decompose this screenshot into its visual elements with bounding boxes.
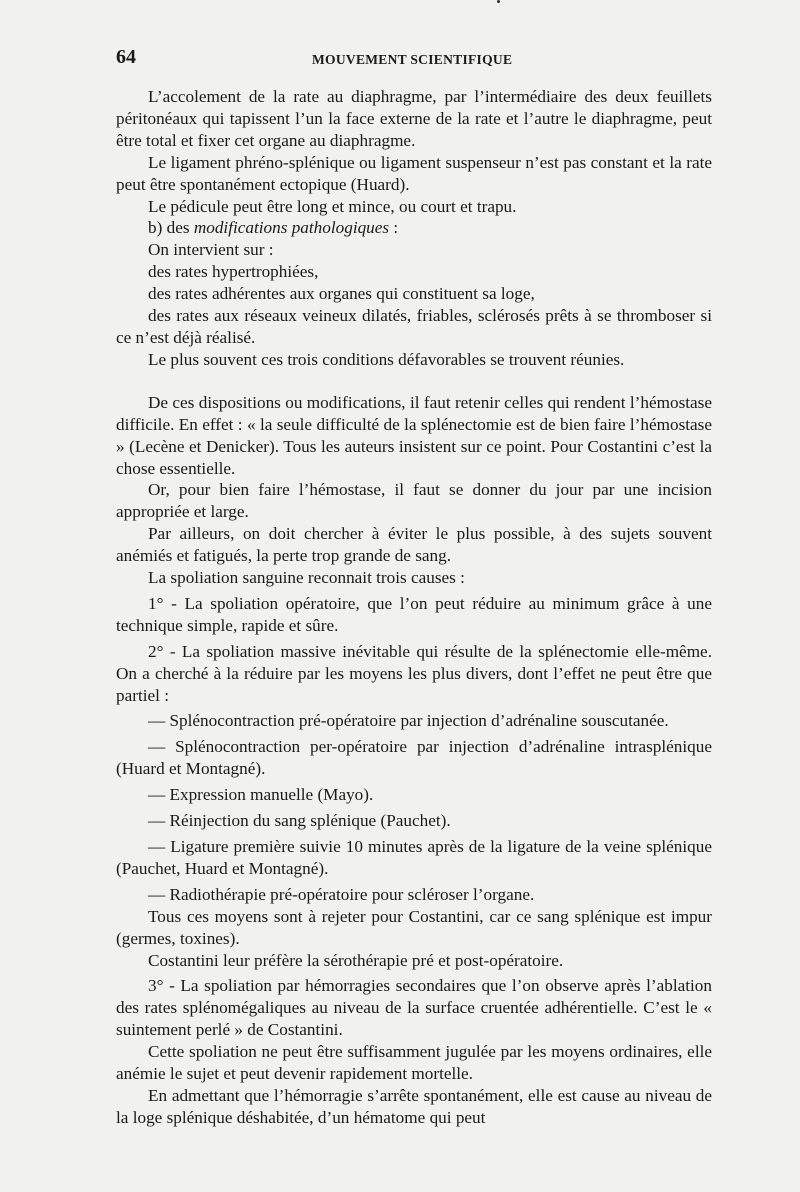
running-head: MOUVEMENT SCIENTIFIQUE <box>312 52 513 67</box>
paragraph-conditions: Le plus souvent ces trois conditions défavorables se trouvent réunies. <box>148 349 625 369</box>
subheading-modifications: b) des modifications pathologiques : <box>148 218 399 238</box>
paragraph-trois-causes: La spoliation sanguine reconnait trois causes : <box>148 568 465 588</box>
paragraph-hematome: En admettant que l’hémorragie s’arrête spontanément, elle est cause au niveau de la loge splénique déshabitée, d’un hématome qui peut <box>116 1085 712 1127</box>
method-expression-manuelle: — Expression manuelle (Mayo). <box>148 785 374 805</box>
cause-2-massive: 2° - La spoliation massive inévitable qui résulte de la splénectomie elle-même. On a cherché à la réduire par les moyens les plus divers, dont l’effet ne peut être que partiel : <box>116 641 712 705</box>
scan-speck <box>497 0 500 3</box>
paragraph-rejeter: Tous ces moyens sont à rejeter pour Costantini, car ce sang splénique est impur (germes, toxines). <box>116 906 712 948</box>
paragraph-hemostase: De ces dispositions ou modifications, il faut retenir celles qui rendent l’hémostase difficile. En effet : « la seule difficulté de la splénectomie est de bien faire l’hémostase » (Lecène et Denicker). Tous les auteurs insistent sur ce point. Pour Costantini c’est la chose essentielle. <box>116 392 712 478</box>
list-item-reseaux: des rates aux réseaux veineux dilatés, friables, sclérosés prêts à se thromboser si ce n’est déjà réalisé. <box>116 306 712 347</box>
body-text <box>116 86 712 1129</box>
paragraph-perte-sang: Par ailleurs, on doit chercher à éviter le plus possible, à des sujets souvent anémiés et fatigués, la perte trop grande de sang. <box>116 524 712 566</box>
cause-1-operatoire: 1° - La spoliation opératoire, que l’on peut réduire au minimum grâce à une technique simple, rapide et sûre. <box>116 593 712 635</box>
paragraph-incision: Or, pour bien faire l’hémostase, il faut se donner du jour par une incision appropriée et large. <box>116 480 712 522</box>
list-item-adherentes: des rates adhérentes aux organes qui constituent sa loge, <box>148 284 535 304</box>
paragraph-accolement: L’accolement de la rate au diaphragme, par l’intermédiaire des deux feuillets péritonéaux qui tapissent l’un la face externe de la rate et l’autre le diaphragme, peut être total et fixer cet organe au diaphragme. <box>116 87 712 150</box>
method-reinjection: — Réinjection du sang splénique (Pauchet). <box>148 811 451 831</box>
list-item-hypertrophiees: des rates hypertrophiées, <box>148 262 319 282</box>
cause-3-hemorragies: 3° - La spoliation par hémorragies secondaires que l’on observe après l’ablation des rates splénomégaliques au niveau de la surface cruentée adhérentielle. C’est le « suintement perlé » de Costantini. <box>116 976 712 1040</box>
page-number: 64 <box>116 46 136 68</box>
page-header <box>0 44 800 74</box>
method-splenocontraction-pre: — Splénocontraction pré-opératoire par injection d’adrénaline souscutanée. <box>148 711 669 731</box>
paragraph-jugulee: Cette spoliation ne peut être suffisamment jugulée par les moyens ordinaires, elle anémie le sujet et peut devenir rapidement mortelle. <box>116 1042 712 1084</box>
paragraph-serotherapie: Costantini leur préfère la sérothérapie pré et post-opératoire. <box>148 950 564 970</box>
method-ligature: — Ligature première suivie 10 minutes après de la ligature de la veine splénique (Pauchet, Huard et Montagné). <box>116 837 712 878</box>
paragraph-intervient: On intervient sur : <box>148 240 274 260</box>
method-radiotherapie: — Radiothérapie pré-opératoire pour scléroser l’organe. <box>148 884 535 904</box>
method-splenocontraction-per: — Splénocontraction per-opératoire par injection d’adrénaline intrasplénique (Huard et Montagné). <box>116 737 712 779</box>
paragraph-ligament: Le ligament phréno-splénique ou ligament suspenseur n’est pas constant et la rate peut être spontanément ectopique (Huard). <box>116 152 712 194</box>
paragraph-pedicule: Le pédicule peut être long et mince, ou court et trapu. <box>148 196 517 216</box>
